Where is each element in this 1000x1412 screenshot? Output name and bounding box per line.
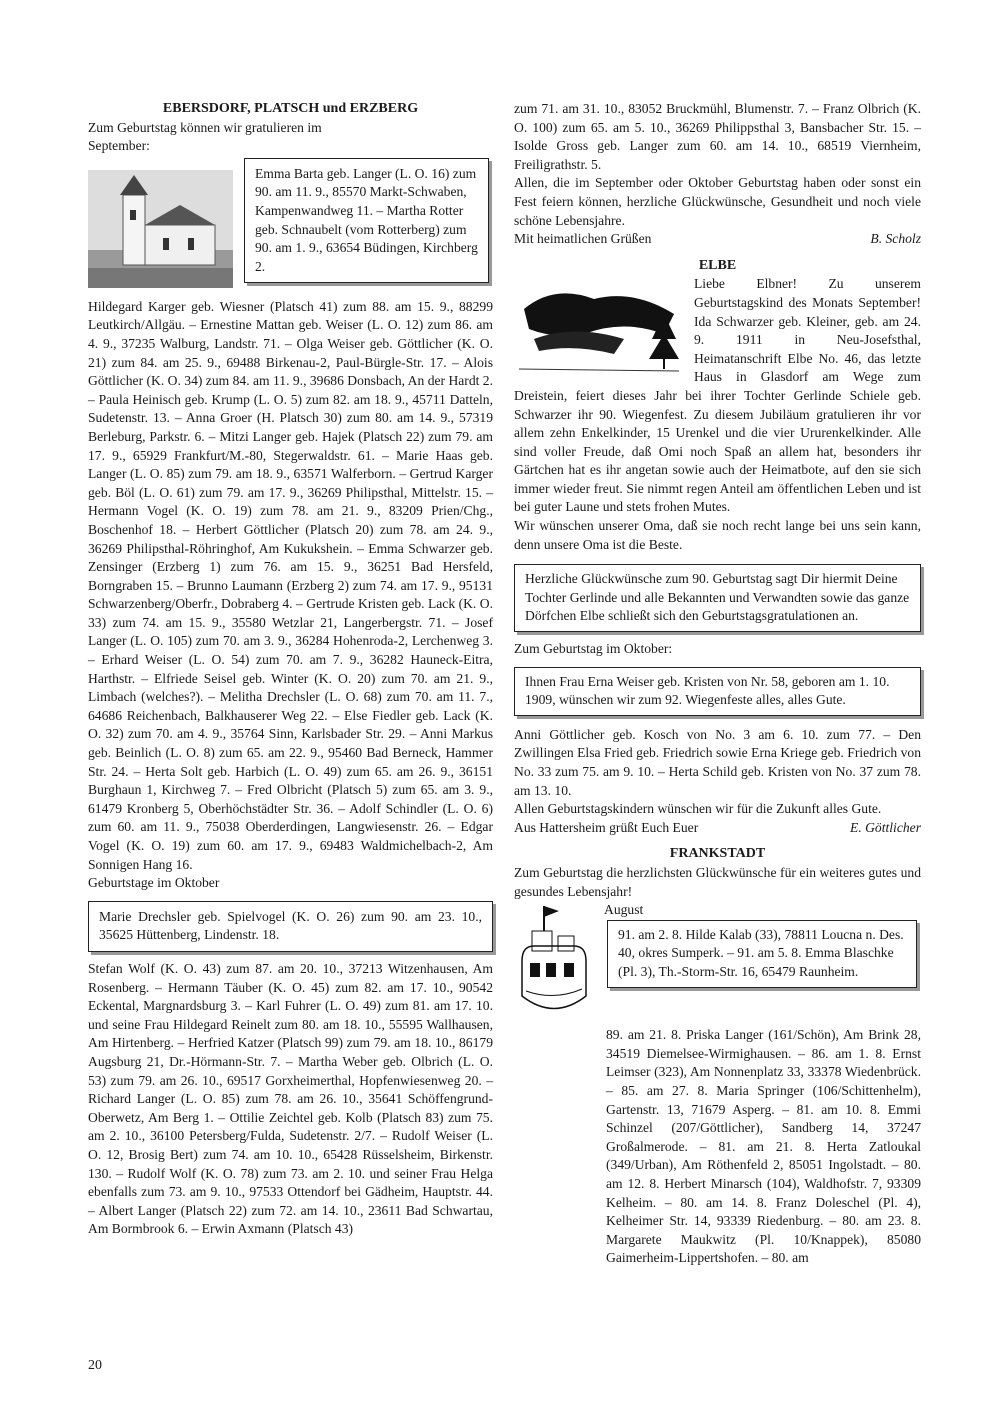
photo-box-row: [88, 158, 493, 288]
elbe-wishes: Allen Geburtstagskindern wünschen wir für die Zukunft alles Gute.: [514, 801, 882, 817]
church-photo: [88, 170, 233, 288]
section-heading-ebersdorf: EBERSDORF, PLATSCH und ERZBERG: [162, 101, 419, 116]
signature-line-1: [514, 230, 921, 249]
landscape-drawing: [514, 279, 684, 379]
august-label: August: [604, 902, 644, 918]
section-heading-elbe: ELBE: [698, 257, 737, 273]
october-label: Zum Geburtstag im Oktober:: [514, 641, 673, 657]
frankstadt-highlight-box: [607, 920, 917, 988]
elbe-congrats-box: [514, 564, 921, 632]
frankstadt-box-row: [514, 901, 921, 1026]
september-list: Hildegard Karger geb. Wiesner (Platsch 41) zum 88. am 15. 9., 88299 Leutkirch/Allgäu. – Ernestine Mattan geb. Weiser (L. O. 12) zum 86. am 4. 9., 37235 Walburg, Landstr. 71. – Olga Weiser geb. Göttlicher (K. O. 21) zum 84. am 25. 9., 69488 Birkenau-2, Paul-Bürgle-Str. 17. – Alois Göttlicher (K. O. 34) zum 84. am 11. 9., 39686 Donsbach, An der Hardt 2. – Paula Heinisch geb. Krump (L. O. 5) zum 82. am 18. 9., 45711 Datteln, Sudetenstr. 13. – Anna Groer (H. Platsch 30) zum 80. am 14. 9., 57319 Berleburg, Parkstr. 6. – Mitzi Langer geb. Hajek (Platsch 22) zum 79. am 17. 9., 65929 Frankfurt/M.-80, Stegerwaldstr. 61. – Marie Haas geb. Langer (L. O. 85) zum 79. am 18. 9., 63571 Walferborn. – Gertrud Karger geb. Böl (L. O. 61) zum 79. am 17. 9., 36269 Philipsthal, Mittelstr. 15. – Hermann Vogel (K. O. 19) zum 78. am 21. 9., 83209 Prien/Chg., Boschenhof 18. – Herbert Göttlicher (Platsch 20) zum 78. am 24. 9., 36269 Philipsthal-Röhringhof, Am Kukukshein. – Emma Schwarzer geb. Zensinger (Erzberg 1) zum 76. am 15. 9., 36251 Bad Hersfeld, Borngraben 15. – Brunno Laumann (Erzberg 2) zum 74. am 17. 9., 95131 Schwarzenberg/Oberfr., Dobraberg 4. – Gertrude Kristen geb. Lack (K. O. 33) zum 74. am 15. 9., 35580 Wetzlar 21, Langerbergstr. 71. – Josef Langer (L. O. 105) zum 70. am 3. 9., 36284 Hohenroda-2, Lerchenweg 3. – Erhard Weiser (L. O. 54) zum 70. am 7. 9., 36282 Hauneck-Eitra, Harthstr. – Elfriede Seisel geb. Winter (K. O. 20) zum 70. am 21. 9., Limbach (welches?). – Melitha Drechsler (L. O. 68) zum 70. am 11. 7., 64686 Reichenbach, Balkhauserer Weg 22. – Else Fiedler geb. Lack (K. O. 32) zum 70. am 4. 9., 35764 Sinn, Karlsbader Str. 29. – Anni Markus geb. Beinlich (L. O. 8) zum 65. am 22. 9., 95460 Bad Berneck, Hammer Str. 24. – Herta Solt geb. Harbich (L. O. 49) zum 65. am 26. 9., 36151 Burghaun 1, Kirchweg 7. – Fred Olbricht (Platsch 5) zum 65. am 3. 9., 61479 Kronberg 5, Oberhöchstädter Str. 36. – Adolf Schindler (L. O. 6) zum 60. am 11. 9., 75038 Oberderdingen, Langwiesenstr. 26. – Edgar Vogel (K. O. 19) zum 60. am 17. 9., 69483 Waldmichelbach-2, Am Sonnigen Hang 16.: [88, 298, 493, 872]
signature-line-2: [514, 819, 921, 838]
frankstadt-box-text: 91. am 2. 8. Hilde Kalab (33), 78811 Loucna n. Des. 40, okres Sumperk. – 91. am 5. 8. Emma Blaschke (Pl. 3), Th.-Storm-Str. 16, 65479 Raunheim.: [618, 926, 904, 979]
elbe-text: Liebe Elbner! Zu unserem Geburtstagskind des Monats September! Ida Schwarzer geb. Kleiner, geb. am 24. 9. 1911 in Neu-Josefsthal, Heimatanschrift Elbe No. 46, das letzte Haus in Glasdorf am Wege zum Dreistein, feiert dieses Jahr bei ihrer Tochter Gerlinde Schiele geb. Schwarzer ihr 90. Wiegenfest. Zu diesem Jubiläum gratulieren ihr vor allem zehn Enkelkinder, 15 Urenkel und die vier Ururenkelkinder. Alle sind voller Freude, daß Omi noch Spaß an allem hat, besonders ihr Gärtchen hat es ihr angetan sowie auch der Heimatbote, auf den sie sich immer wieder freut. Sie nimmt regen Anteil am öffentlichen Leben und ist bei guter Laune und stets frohen Mutes.: [514, 276, 921, 515]
october-box-text: Marie Drechsler geb. Spielvogel (K. O. 26) zum 90. am 23. 10., 35625 Hüttenberg, Lindenstr. 18.: [99, 908, 482, 943]
october-highlight-box: [88, 901, 493, 952]
page-number: 20: [88, 1358, 102, 1373]
intro-text: Zum Geburtstag können wir gratulieren im September:: [88, 119, 322, 154]
greeting-hattersheim: Aus Hattersheim grüßt Euch Euer: [514, 819, 699, 835]
frankstadt-intro: Zum Geburtstag die herzlichsten Glückwünsche für ein weiteres gutes und gesundes Lebensjahr!: [514, 864, 921, 899]
right-column: [514, 100, 921, 1268]
elbe-box-text: Herzliche Glückwünsche zum 90. Geburtstag sagt Dir hiermit Deine Tochter Gerlinde und alle Bekannten und Verwandten sowie das ganze Dörfchen Elbe schließt sich den Geburtstagsgratulationen an.: [525, 571, 910, 624]
frankstadt-list: 89. am 21. 8. Priska Langer (161/Schön), Am Brink 28, 34519 Diemelsee-Wirmighausen. – 86. am 1. 8. Ernst Leimser (323), Am Nonnenplatz 33, 33378 Wiedenbrück. – 85. am 27. 8. Maria Springer (106/Schittenhelm), Gartenstr. 13, 71679 Asperg. – 81. am 10. 8. Emmi Schinzel (207/Göttlicher), Sandberg 14, 37247 Großalmerode. – 81. am 21. 8. Herta Zatloukal (349/Urban), Am Röthenfeld 2, 85051 Ingolstadt. – 80. am 12. 8. Herbert Minarsch (104), Waldhofstr. 7, 93309 Kelheim. – 80. am 14. 8. Franz Doleschel (Pl. 4), Kelheimer Str. 14, 93339 Riedenburg. – 80. am 23. 8. Margarete Maukwitz (Pl. 10/Knappek), 85080 Gaimerheim-Lippertshofen. – 80. am: [606, 1027, 921, 1266]
october-heading: Geburtstage im Oktober: [88, 875, 220, 891]
continuation-text: zum 71. am 31. 10., 83052 Bruckmühl, Blumenstr. 7. – Franz Olbrich (K. O. 100) zum 65. am 5. 10., 36269 Philippsthal 3, Bansbacher Str. 15. – Isolde Gross geb. Langer zum 60. am 14. 10., 68519 Viernheim, Freiligrathstr. 5.: [514, 101, 921, 172]
greeting-text: Mit heimatlichen Grüßen: [514, 231, 652, 247]
elbe-text-2: Wir wünschen unserer Oma, daß sie noch recht lange bei uns sein kann, denn unsere Oma ist die Beste.: [514, 518, 921, 552]
elbe-list: Anni Göttlicher geb. Kosch von No. 3 am 6. 10. zum 77. – Den Zwillingen Elsa Fried geb. Friedrich sowie Erna Kriege geb. Friedrich von No. 33 zum 75. am 9. 10. – Herta Schild geb. Kristen von No. 37 zum 78. am 13. 10.: [514, 726, 921, 798]
highlight-box-september: [244, 158, 489, 284]
left-column: [88, 100, 493, 1239]
october-list: Stefan Wolf (K. O. 43) zum 87. am 20. 10., 37213 Witzenhausen, Am Rosenberg. – Hermann Täuber (K. O. 45) zum 82. am 17. 10., 90542 Eckental, Margnardsburg 3. – Karl Fuhrer (L. O. 49) zum 81. am 17. 10. und seine Frau Hildegard Reinelt zum 80. am 18. 10., 55595 Wallhausen, Am Hirtenberg. – Herfried Katzer (Platsch 99) zum 79. am 18. 10., 86179 Augsburg 21, Dr.-Hörmann-Str. 7. – Martha Weber geb. Olbrich (L. O. 53) zum 79. am 26. 10., 69517 Gorxheimerthal, Hopfenwiesenweg 20. – Richard Langer (L. O. 85) zum 78. am 26. 10., 35641 Schöffengrund-Oberwetz, Am Berg 1. – Ottilie Zeichtel geb. Kolb (Platsch 83) zum 75. am 2. 10., 36100 Petersberg/Fulda, Sudetenstr. 2/7. – Rudolf Weiser (L. O. 12, Brosig Bert) zum 74. am 10. 10., 65428 Rüsselsheim, Birkenstr. 130. – Rudolf Wolf (K. O. 78) zum 73. am 2. 10. und seiner Frau Helga ebenfalls zum 73. am 9. 10., 97533 Ottendorf bei Gädheim, Hauptstr. 44. – Albert Langer (Platsch 22) zum 72. am 14. 10., 23611 Bad Schwartau, Am Bormbrook 6. – Erwin Axmann (Platsch 43): [88, 960, 493, 1237]
elbe-october-box: [514, 667, 921, 716]
signature-goettlicher: E. Göttlicher: [850, 819, 921, 835]
boxed-birthday-text: Emma Barta geb. Langer (L. O. 16) zum 90. am 11. 9., 85570 Markt-Schwaben, Kampenwandweg 11. – Martha Rotter geb. Schnaubelt (vom Rotterberg) zum 90. am 1. 9., 63654 Büdingen, Kirchberg 2.: [255, 165, 478, 274]
wishes-text: Allen, die im September oder Oktober Geburtstag haben oder sonst ein Fest feiern können, herzliche Glückwünsche, Gesundheit und noch viele schöne Lebensjahre.: [514, 175, 921, 228]
signature-scholz: B. Scholz: [870, 231, 921, 247]
elbe-october-box-text: Ihnen Frau Erna Weiser geb. Kristen von Nr. 58, geboren am 1. 10. 1909, wünschen wir zum 92. Wiegenfeste alles, alles Gute.: [525, 673, 890, 708]
coat-of-arms-drawing: [514, 901, 596, 1026]
section-heading-frankstadt: FRANKSTADT: [669, 846, 766, 862]
